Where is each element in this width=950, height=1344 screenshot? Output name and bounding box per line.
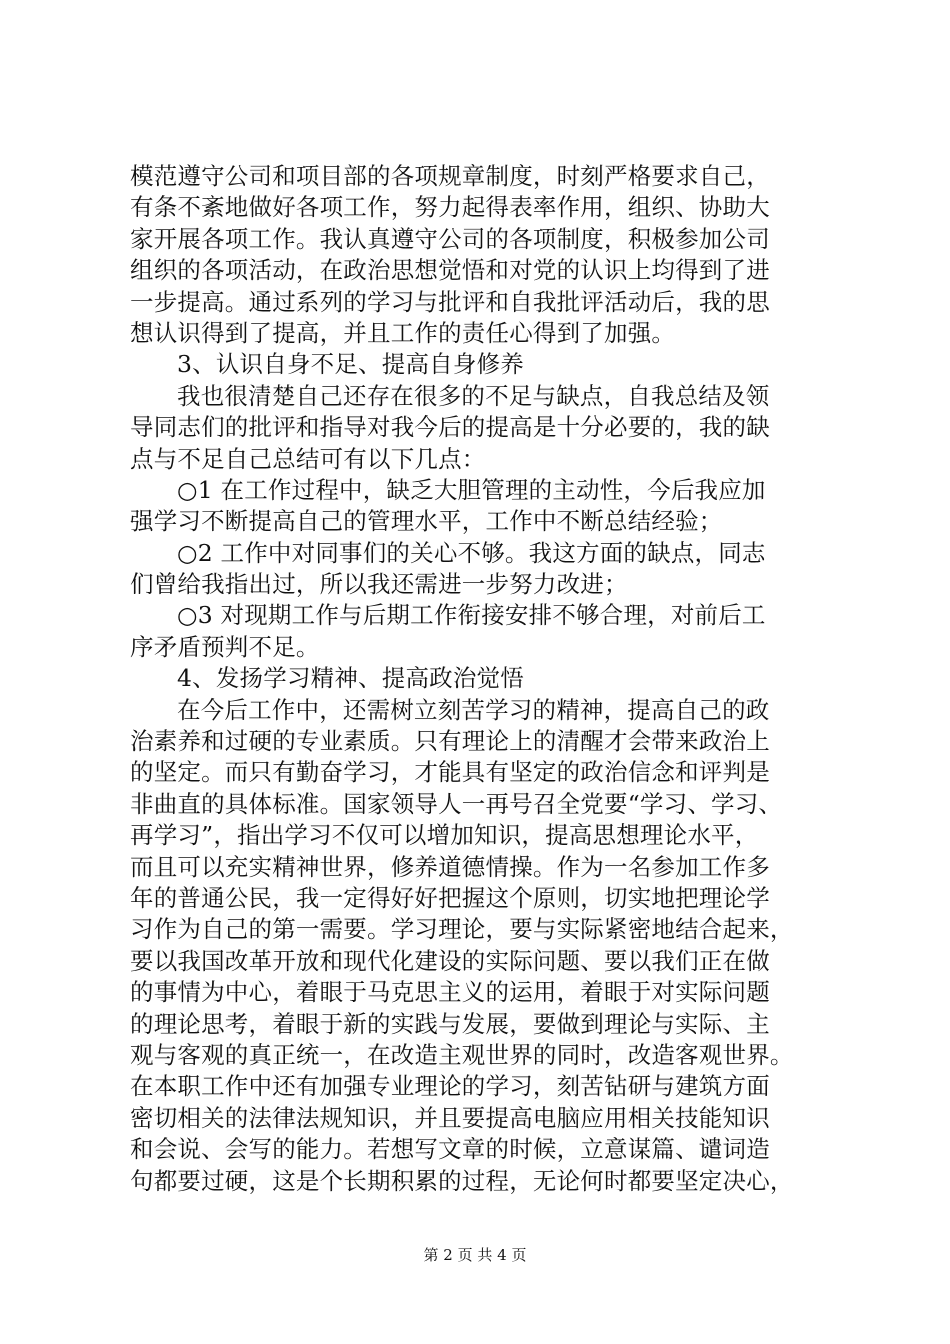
- text-line: 一步提高。通过系列的学习与批评和自我批评活动后，我的思: [130, 287, 770, 316]
- text-line: ○3 对现期工作与后期工作衔接安排不够合理，对前后工: [177, 601, 766, 630]
- text-line: 句都要过硬，这是个长期积累的过程，无论何时都要坚定决心，: [130, 1166, 794, 1195]
- text-line: 导同志们的批评和指导对我今后的提高是十分必要的，我的缺: [130, 413, 770, 442]
- text-line: 有条不紊地做好各项工作，努力起得表率作用，组织、协助大: [130, 193, 770, 222]
- text-line: 观与客观的真正统一，在改造主观世界的同时，改造客观世界。: [130, 1040, 794, 1069]
- text-line: 家开展各项工作。我认真遵守公司的各项制度，积极参加公司: [130, 224, 770, 253]
- text-line: ○2 工作中对同事们的关心不够。我这方面的缺点，同志: [177, 538, 766, 567]
- text-line: 非曲直的具体标准。国家领导人一再号召全党要“学习、学习、: [130, 789, 783, 818]
- text-line: 们曾给我指出过，所以我还需进一步努力改进；: [130, 570, 628, 599]
- text-line: 想认识得到了提高，并且工作的责任心得到了加强。: [130, 318, 676, 347]
- text-line: 在本职工作中还有加强专业理论的学习，刻苦钻研与建筑方面: [130, 1072, 770, 1101]
- text-line: 而且可以充实精神世界，修养道德情操。作为一名参加工作多: [130, 852, 770, 881]
- text-line: 要以我国改革开放和现代化建设的实际问题、要以我们正在做: [130, 946, 770, 975]
- text-line: 密切相关的法律法规知识，并且要提高电脑应用相关技能知识: [130, 1103, 770, 1132]
- text-line: ○1 在工作过程中，缺乏大胆管理的主动性，今后我应加: [177, 475, 766, 504]
- text-line: 的理论思考，着眼于新的实践与发展，要做到理论与实际、主: [130, 1009, 770, 1038]
- text-line: 模范遵守公司和项目部的各项规章制度，时刻严格要求自己，: [130, 162, 770, 190]
- text-line: 强学习不断提高自己的管理水平，工作中不断总结经验；: [130, 507, 723, 536]
- text-line: 组织的各项活动，在政治思想觉悟和对党的认识上均得到了进: [130, 256, 770, 285]
- text-line: 的坚定。而只有勤奋学习，才能具有坚定的政治信念和评判是: [130, 758, 770, 787]
- text-line: 3、认识自身不足、提高自身修养: [177, 350, 524, 379]
- text-line: 再学习”，指出学习不仅可以增加知识，提高思想理论水平，: [130, 821, 759, 850]
- text-line: 和会说、会写的能力。若想写文章的时候，立意谋篇、谴词造: [130, 1135, 770, 1164]
- text-line: 的事情为中心，着眼于马克思主义的运用，着眼于对实际问题: [130, 978, 770, 1007]
- page-footer: 第 2 页 共 4 页: [423, 1246, 527, 1264]
- document-body: [130, 161, 850, 1197]
- text-line: 习作为自己的第一需要。学习理论，要与实际紧密地结合起来，: [130, 915, 794, 944]
- text-line: 在今后工作中，还需树立刻苦学习的精神，提高自己的政: [177, 695, 770, 724]
- text-line: 序矛盾预判不足。: [130, 632, 320, 661]
- text-line: 4、发扬学习精神、提高政治觉悟: [177, 664, 524, 693]
- text-line: 治素养和过硬的专业素质。只有理论上的清醒才会带来政治上: [130, 727, 770, 756]
- text-line: 年的普通公民，我一定得好好把握这个原则，切实地把理论学: [130, 883, 770, 912]
- text-line: 点与不足自己总结可有以下几点：: [130, 444, 486, 473]
- text-line: 我也很清楚自己还存在很多的不足与缺点，自我总结及领: [177, 381, 770, 410]
